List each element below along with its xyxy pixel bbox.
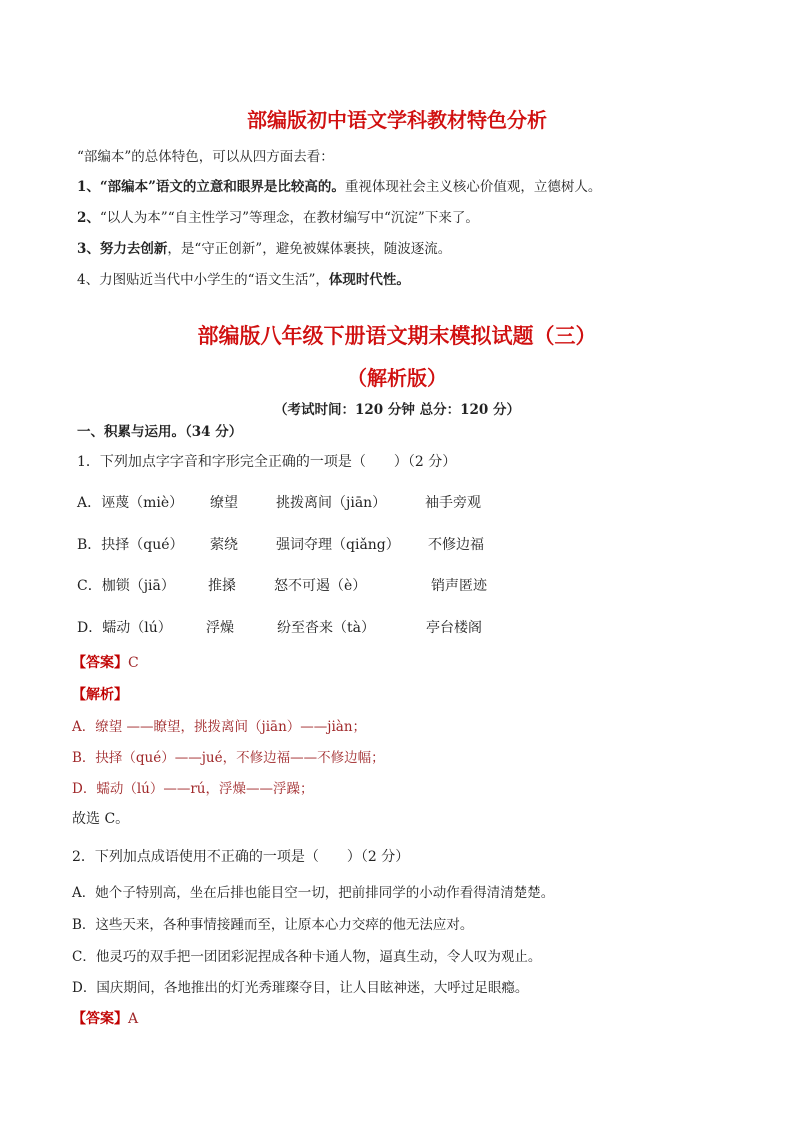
q1-c-col1: C．枷锁（jiā） (77, 578, 175, 594)
section-heading: 一、积累与运用。（34 分） (77, 424, 243, 440)
q2-answer-value: A (128, 1011, 139, 1027)
q1-answer-label: 【答案】 (72, 655, 128, 671)
q2-option-d: D．国庆期间，各地推出的灯光秀璀璨夺目，让人目眩神迷，大呼过足眼瘾。 (72, 980, 529, 996)
q1-b-col3: 强词夺理（qiǎng） (276, 537, 400, 553)
intro-point-3-text: ，是“守正创新”，避免被媒体裹挟，随波逐流。 (167, 241, 452, 257)
q1-a-col1: A．诬蔑（miè） (77, 495, 184, 511)
q1-stem: 1．下列加点字字音和字形完全正确的一项是（ ）（2 分） (77, 454, 457, 470)
intro-point-2-emphasis: 2、 (77, 210, 100, 226)
intro-point-4 (77, 268, 410, 288)
intro-lead: “部编本”的总体特色，可以从四方面去看： (77, 149, 334, 165)
q2-stem: 2．下列加点成语使用不正确的一项是（ ）（2 分） (72, 849, 410, 865)
q1-d-col2: 浮燥 (206, 620, 234, 636)
q2-answer-label: 【答案】 (72, 1011, 128, 1027)
q1-analysis-label: 【解析】 (72, 687, 128, 703)
intro-point-1 (77, 175, 601, 195)
intro-title: 部编版初中语文学科教材特色分析 (247, 108, 547, 132)
q2-answer (72, 1008, 138, 1028)
q1-c-col4: 销声匿迹 (431, 578, 487, 594)
exam-subtitle: （解析版） (347, 366, 447, 390)
q1-c-col3: 怒不可遏（è） (274, 578, 367, 594)
q1-a-col2: 缭望 (210, 495, 238, 511)
q1-c-col2: 推搡 (208, 578, 236, 594)
intro-point-3 (77, 237, 451, 257)
q1-b-col4: 不修边福 (428, 537, 484, 553)
q1-analysis-line-a: A．缭望 ——瞭望，挑拨离间（jiān）——jiàn； (72, 719, 367, 735)
q2-option-b: B．这些天来，各种事情接踵而至，让原本心力交瘁的他无法应对。 (72, 917, 474, 933)
intro-point-1-text: 重视体现社会主义核心价值观，立德树人。 (344, 179, 602, 195)
intro-point-4-text: 4、力图贴近当代中小学生的“语文生活”， (77, 272, 329, 288)
q1-b-col1: B．抉择（qué） (77, 537, 184, 553)
exam-title: 部编版八年级下册语文期末模拟试题（三） (197, 324, 597, 348)
intro-point-1-emphasis: 1、“部编本”语文的立意和眼界是比较高的。 (77, 179, 345, 195)
intro-point-2 (77, 206, 479, 226)
q1-d-col1: D．蠕动（lú） (77, 620, 172, 636)
intro-point-3-emphasis: 3、努力去创新 (77, 241, 168, 257)
q1-answer-value: C (128, 655, 139, 671)
q1-analysis-line-b: B．抉择（qué）——jué，不修边福——不修边幅； (72, 750, 385, 766)
q1-conclusion: 故选 C。 (72, 811, 130, 827)
intro-point-2-text: “以人为本”“自主性学习”等理念，在教材编写中“沉淀”下来了。 (99, 210, 479, 226)
q2-option-c: C．他灵巧的双手把一团团彩泥捏成各种卡通人物，逼真生动，令人叹为观止。 (72, 949, 542, 965)
q1-d-col4: 亭台楼阁 (426, 620, 482, 636)
q1-a-col3: 挑拨离间（jiān） (276, 495, 387, 511)
q2-option-a: A．她个子特别高，坐在后排也能目空一切，把前排同学的小动作看得清清楚楚。 (72, 885, 555, 901)
exam-meta: （考试时间：120 分钟 总分：120 分） (274, 402, 520, 418)
intro-point-4-emphasis: 体现时代性。 (328, 272, 410, 288)
q1-b-col2: 萦绕 (210, 537, 238, 553)
q1-analysis-line-d: D．蠕动（lú）——rú，浮燥——浮躁； (72, 781, 314, 797)
q1-answer (72, 652, 139, 672)
q1-d-col3: 纷至沓来（tà） (277, 620, 375, 636)
q1-a-col4: 袖手旁观 (425, 495, 481, 511)
